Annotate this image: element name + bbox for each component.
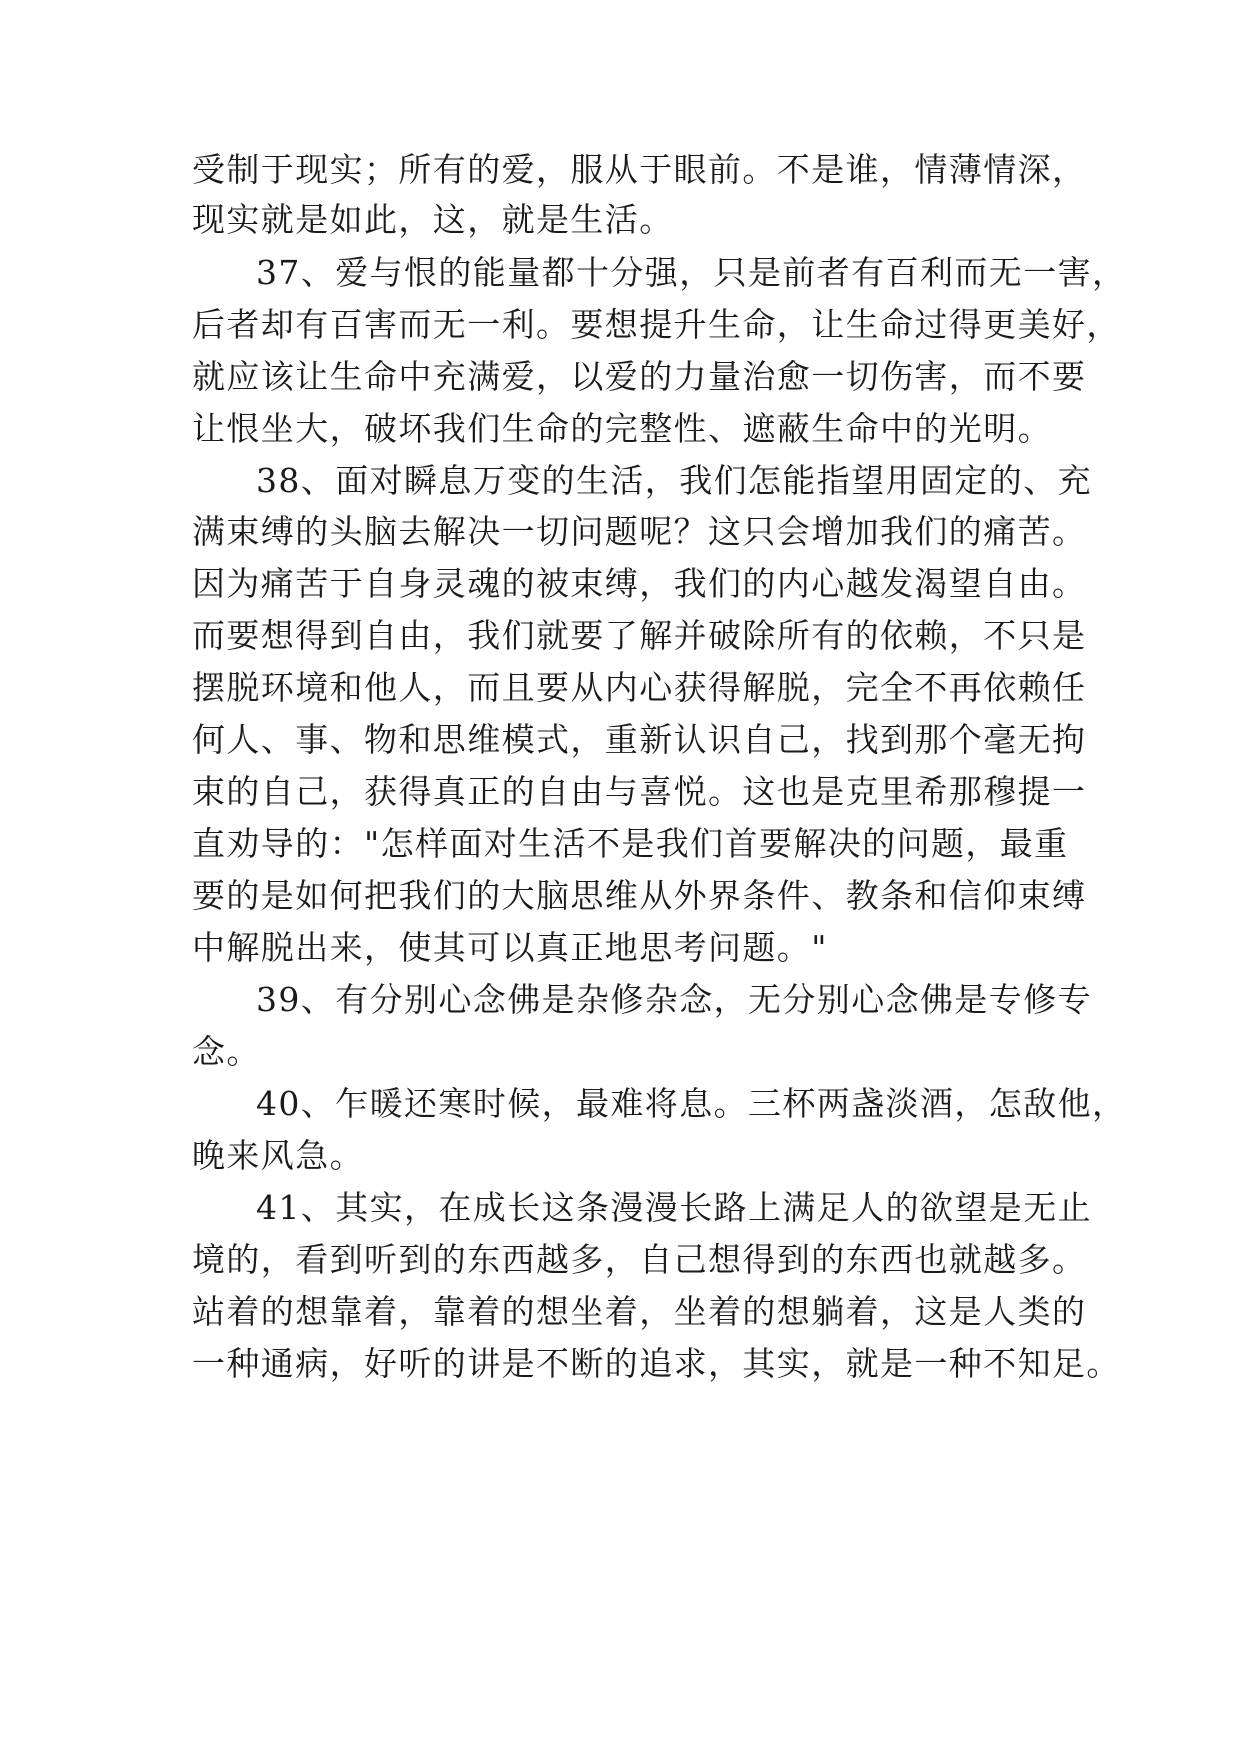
paragraph-39-line: 39、有分别心念佛是杂修杂念，无分别心念佛是专修专 — [256, 980, 1092, 1019]
text-line: 念。 — [192, 1032, 261, 1071]
paragraph-37-line: 37、爱与恨的能量都十分强，只是前者有百利而无一害， — [256, 253, 1127, 292]
text-line: 晚来风急。 — [192, 1136, 364, 1175]
text-line: 满束缚的头脑去解决一切问题呢？这只会增加我们的痛苦。 — [192, 512, 1087, 551]
text-line: 现实就是如此，这，就是生活。 — [192, 200, 674, 239]
text-line: 中解脱出来，使其可以真正地思考问题。" — [192, 928, 828, 967]
text-line: 束的自己，获得真正的自由与喜悦。这也是克里希那穆提一 — [192, 772, 1087, 811]
text-line: 而要想得到自由，我们就要了解并破除所有的依赖，不只是 — [192, 616, 1087, 655]
paragraph-38-line: 38、面对瞬息万变的生活，我们怎能指望用固定的、充 — [256, 461, 1092, 500]
text-line: 站着的想靠着，靠着的想坐着，坐着的想躺着，这是人类的 — [192, 1292, 1087, 1331]
text-line: 摆脱环境和他人，而且要从内心获得解脱，完全不再依赖任 — [192, 668, 1087, 707]
text-line: 境的，看到听到的东西越多，自己想得到的东西也就越多。 — [192, 1240, 1087, 1279]
text-line: 受制于现实；所有的爱，服从于眼前。不是谁，情薄情深， — [192, 150, 1087, 189]
paragraph-41-line: 41、其实，在成长这条漫漫长路上满足人的欲望是无止 — [256, 1188, 1092, 1227]
text-line: 让恨坐大，破坏我们生命的完整性、遮蔽生命中的光明。 — [192, 409, 1052, 448]
text-line: 直劝导的："怎样面对生活不是我们首要解决的问题，最重 — [192, 824, 1069, 863]
text-line: 一种通病，好听的讲是不断的追求，其实，就是一种不知足。 — [192, 1344, 1121, 1383]
text-line: 要的是如何把我们的大脑思维从外界条件、教条和信仰束缚 — [192, 876, 1087, 915]
paragraph-40-line: 40、乍暖还寒时候，最难将息。三杯两盏淡酒，怎敌他， — [256, 1084, 1127, 1123]
text-line: 因为痛苦于自身灵魂的被束缚，我们的内心越发渴望自由。 — [192, 564, 1087, 603]
text-line: 就应该让生命中充满爱，以爱的力量治愈一切伤害，而不要 — [192, 357, 1087, 396]
text-line: 后者却有百害而无一利。要想提升生命，让生命过得更美好， — [192, 305, 1121, 344]
text-line: 何人、事、物和思维模式，重新认识自己，找到那个毫无拘 — [192, 720, 1087, 759]
